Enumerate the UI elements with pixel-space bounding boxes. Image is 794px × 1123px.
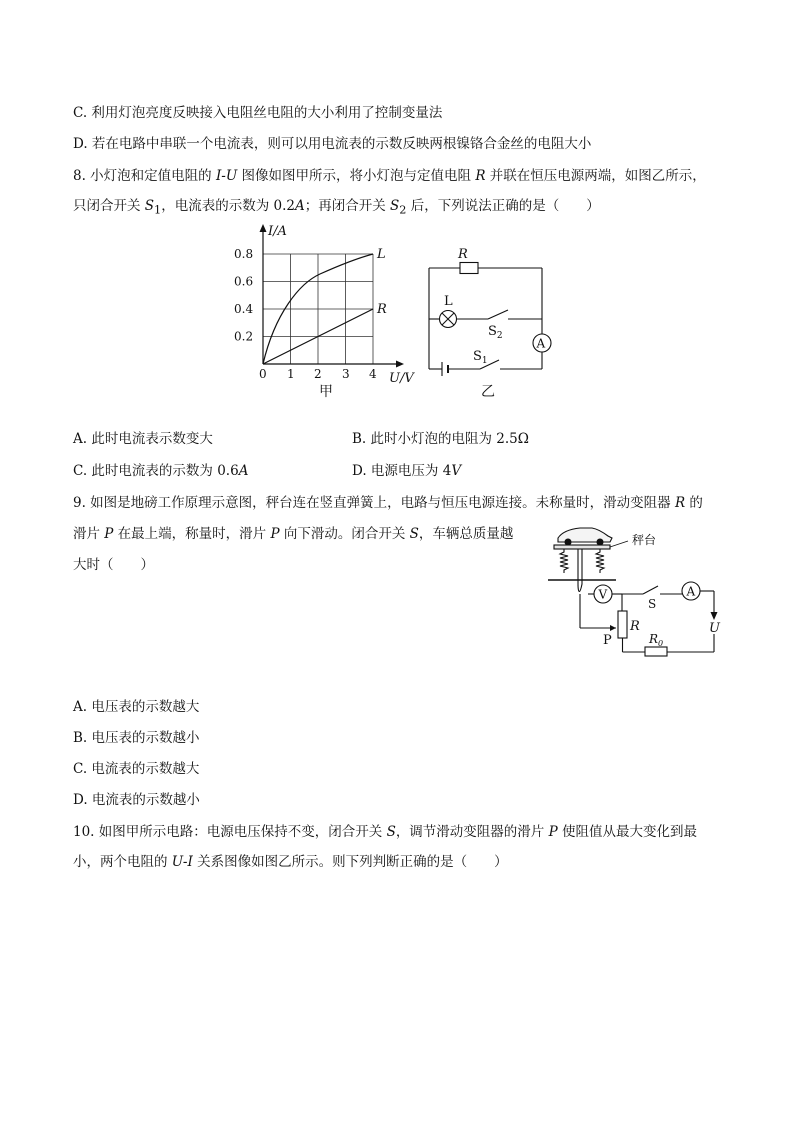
q8-text: 8. 小灯泡和定值电阻的 (73, 168, 216, 184)
q8-stem-line2 (73, 197, 600, 220)
car-wheel (565, 539, 571, 545)
q9-option-a: A. 电压表的示数越大 (73, 699, 200, 715)
line-r-label: R (377, 302, 387, 317)
q8-s1-sub: 1 (154, 203, 162, 217)
rheostat-r (618, 611, 627, 638)
s2-sub: 2 (496, 331, 503, 341)
q9-option-c: C. 电流表的示数越大 (73, 761, 200, 777)
spring-right (596, 549, 604, 573)
r0-label (648, 632, 663, 648)
q7-option-c: C. 利用灯泡亮度反映接入电阻丝电阻的大小利用了控制变量法 (73, 105, 443, 121)
platform-label: 秤台 (632, 533, 657, 547)
y-tick: 0.6 (234, 274, 254, 289)
q8-option-d (352, 462, 461, 480)
q8-graph-grid (263, 254, 373, 364)
car-wheel (597, 539, 603, 545)
q9-p: P (270, 526, 280, 542)
circuit-caption: 乙 (481, 384, 495, 400)
q9-weighbridge-figure (540, 522, 730, 662)
q8-text: 只闭合开关 (73, 198, 145, 214)
switch-s-label: S (648, 597, 657, 611)
q9-s: S (409, 526, 419, 542)
source-u-label: U (709, 621, 720, 636)
q10-text: 小，两个电阻的 (73, 854, 172, 870)
r0-letter: R (649, 632, 659, 646)
q8-text: 并联在恒压电源两端，如图乙所示， (485, 168, 706, 184)
q9-text: 向下滑动。闭合开关 (279, 526, 410, 542)
y-tick: 0.4 (234, 302, 254, 316)
q9-stem-line3: 大时（ ） (73, 557, 154, 573)
q8-option-c-text: C. 此时电流表的示数为 0.6 (73, 463, 239, 479)
s1-sub: 1 (481, 356, 488, 366)
q7-option-d: D. 若在电路中串联一个电流表，则可以用电流表的示数反映两根镍铬合金丝的电阻大小 (73, 136, 592, 152)
q8-option-a: A. 此时电流表示数变大 (73, 431, 213, 447)
q8-iu: I-U (215, 168, 238, 184)
q8-option-c-unit: A (238, 463, 249, 479)
q9-text: ，车辆总质量越 (418, 526, 514, 542)
s2-letter: S (488, 324, 497, 339)
q9-text: 在最上端，称量时，滑片 (113, 526, 271, 542)
switch-s1-label (473, 349, 488, 366)
q9-text: 的 (685, 495, 703, 511)
q10-text: ，调节滑动变阻器的滑片 (395, 824, 549, 840)
q8-s2: S (390, 198, 400, 214)
platform-pointer (610, 541, 628, 547)
platform (554, 545, 610, 549)
q8-option-b: B. 此时小灯泡的电阻为 2.5Ω (352, 431, 529, 447)
switch-s2 (488, 310, 508, 319)
s1-letter: S (473, 349, 482, 364)
switch-s2-label (488, 324, 503, 341)
q9-text: 9. 如图是地磅工作原理示意图，秤台连在竖直弹簧上，电路与恒压电源连接。未称量时，滑动变阻器 (73, 495, 675, 511)
x-axis-arrow (396, 361, 404, 368)
lamp-l-label: L (444, 294, 453, 309)
q10-text: 10. 如图甲所示电路：电源电压保持不变，闭合开关 (73, 824, 387, 840)
slider-p-label: P (603, 633, 612, 648)
spring-left (560, 549, 568, 573)
ammeter-label: A (536, 336, 546, 351)
q8-graph-jia (230, 218, 420, 403)
x-tick: 0 (259, 367, 267, 381)
rheostat-r-label: R (630, 619, 640, 634)
q8-unit: A (294, 198, 305, 214)
r0-sub: 0 (658, 639, 664, 648)
y-axis-label: I/A (268, 224, 287, 239)
y-tick: 0.8 (234, 247, 254, 261)
q10-s: S (386, 824, 396, 840)
x-axis-label: U/V (389, 371, 414, 386)
curve-l-label: L (377, 247, 386, 262)
ammeter-label: A (686, 584, 696, 599)
switch-s (643, 586, 658, 594)
q9-stem-line2 (73, 525, 513, 543)
q8-option-d-unit: V (451, 463, 462, 479)
q9-p: P (104, 526, 114, 542)
x-tick: 2 (314, 367, 322, 381)
q9-option-d: D. 电流表的示数越小 (73, 792, 200, 808)
x-tick: 3 (342, 367, 350, 381)
q10-stem-line2 (73, 853, 508, 871)
slider-arrow (610, 625, 616, 631)
source-arrow (711, 612, 718, 620)
q8-stem-line1 (73, 167, 706, 185)
q8-text: ，电流表的示数为 0.2 (161, 198, 295, 214)
voltmeter-label: V (598, 587, 608, 602)
q8-circuit-yi (420, 240, 555, 402)
x-tick: 1 (287, 367, 295, 381)
q9-text: 滑片 (73, 526, 105, 542)
resistor-r-label: R (458, 247, 468, 262)
x-tick: 4 (369, 367, 377, 381)
q8-option-d-text: D. 电源电压为 4 (352, 463, 452, 479)
y-axis-arrow (260, 224, 267, 232)
q8-r: R (475, 168, 486, 184)
q10-text: 关系图像如图乙所示。则下列判断正确的是（ ） (192, 854, 508, 870)
q9-option-b: B. 电压表的示数越小 (73, 730, 200, 746)
q8-text: 图像如图甲所示，将小灯泡与定值电阻 (237, 168, 476, 184)
q8-s2-sub: 2 (399, 203, 407, 217)
resistor-r0 (645, 647, 667, 656)
q8-option-c (73, 462, 248, 480)
q10-ui: U-I (171, 854, 193, 870)
q8-text: 后，下列说法正确的是（ ） (406, 198, 600, 214)
q10-text: 使阻值从最大变化到最 (557, 824, 697, 840)
q10-stem-line1 (73, 823, 697, 841)
graph-caption: 甲 (319, 384, 333, 400)
q8-s1: S (144, 198, 155, 214)
q9-r: R (674, 495, 686, 511)
resistor-r-body (460, 263, 478, 274)
q10-p: P (548, 824, 558, 840)
q8-text: ；再闭合开关 (304, 198, 391, 214)
q9-stem-line1 (73, 494, 703, 512)
y-tick: 0.2 (234, 329, 254, 344)
slider-rod (578, 549, 582, 592)
